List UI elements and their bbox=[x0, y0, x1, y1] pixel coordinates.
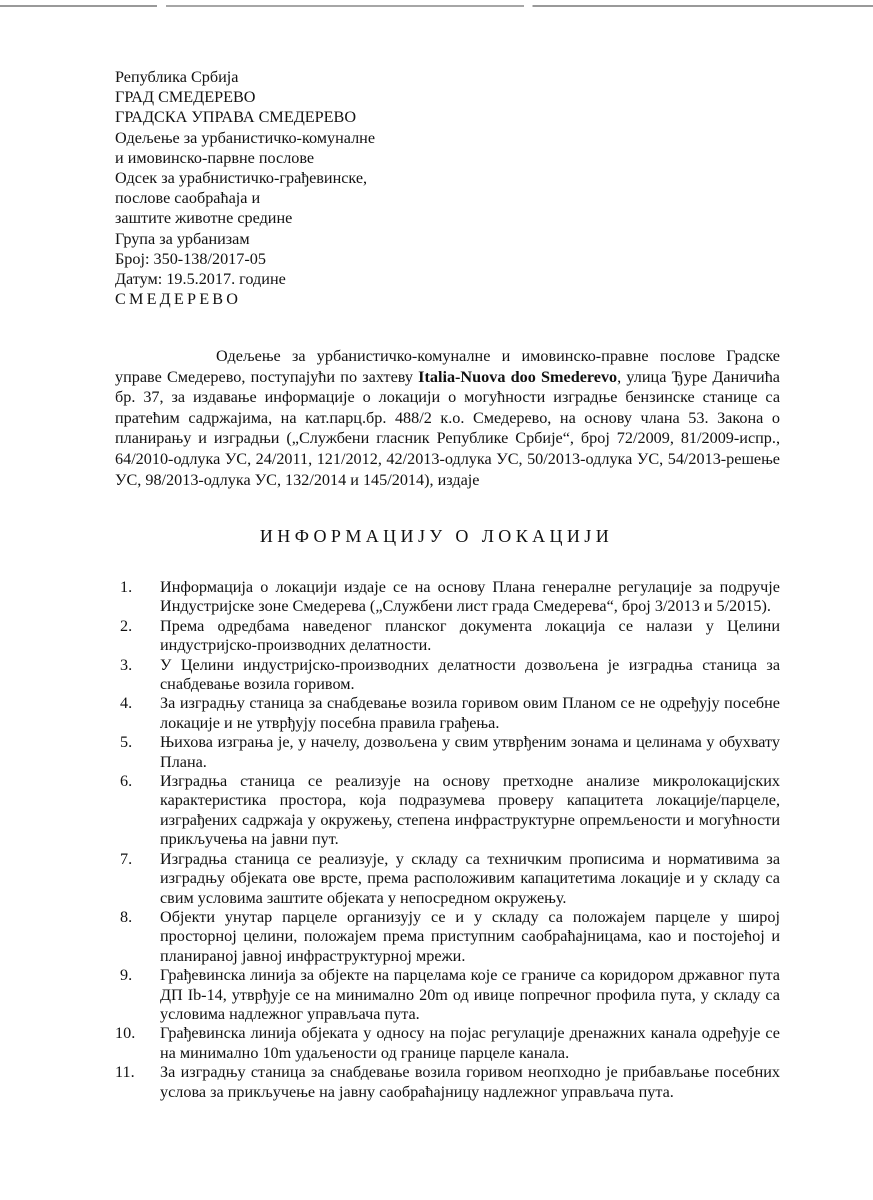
list-item-number: 2. bbox=[120, 616, 133, 635]
list-item-text: За изградњу станица за снабдевање возила горивом овим Планом се не одређују посебне локације и не утврђују посебна правила грађења. bbox=[160, 694, 780, 732]
list-item-text: Грађевинска линија објеката у односу на појас регулације дренажних канала одређује се на минимално 10m удаљености од границе парцеле канала. bbox=[160, 1024, 780, 1062]
header-section-cont2: заштите животне средине bbox=[115, 209, 293, 228]
list-item-number: 8. bbox=[120, 907, 133, 926]
intro-text-end: , улица Ђуре Даничића бр. 37, за издавање информације о локацији о могућности изградње бензинске станице са пратећим садржајима, на кат.парц.бр. 488/2 к.о. Смедерево, на основу члана 53. Закона о планирању и изградњи („Службени гласник Републике Србије“, број 72/2009, 81/2009-испр., 64/2010-одлука УС, 24/2011, 121/2012, 42/2013-одлука УС, 50/2013-одлука УС, 54/2013-решење УС, 98/2013-одлука УС, 132/2014 и 145/2014), издаје bbox=[115, 367, 780, 489]
header-section: Одсек за урабнистичко-грађевинске, bbox=[115, 169, 368, 188]
list-item-text: Изградња станица се реализује, у складу са техничким прописима и нормативима за изградњу објеката ове врсте, према расположивим капацитетима локације и у складу са свим условима заштите објеката у непосредном окружењу. bbox=[160, 849, 780, 907]
header-reference-number: Број: 350-138/2017-05 bbox=[115, 249, 266, 268]
header-department-cont: и имовинско-парвне послове bbox=[115, 148, 315, 167]
list-item-text: Изградња станица се реализује на основу претходне анализе микролокацијских карактеристика простора, која подразумева проверу капацитета локације/парцеле, изграђених садржаја у окружењу, степена инфраструктурне опремљености и могућности прикључења на јавни пут. bbox=[160, 772, 780, 849]
list-item-number: 9. bbox=[120, 966, 133, 985]
list-item bbox=[115, 617, 780, 656]
list-item bbox=[115, 578, 780, 617]
scan-edge-line bbox=[0, 5, 873, 7]
list-item-number: 6. bbox=[120, 772, 133, 791]
list-item-text: Објекти унутар парцеле организују се и у складу са положајем парцеле у широј просторној целини, положајем према приступним саобраћајницама, као и постојећој и планираној јавној инфраструктурној мрежи. bbox=[160, 907, 780, 965]
list-item-number: 7. bbox=[120, 849, 133, 868]
list-item-text: У Целини индустријско-производних делатности дозвољена је изградња станица за снабдевање возила горивом. bbox=[160, 655, 780, 694]
intro-text-start: Одељење за урбанистичко-комуналне и имовинско-правне послове Градске управе Смедерево, поступајући по захтеву bbox=[115, 347, 780, 386]
list-item-text: Информација о локацији издаје се на основу Плана генералне регулације за подручје Индустријске зоне Смедерева („Службени лист града Смедерева“, број 3/2013 и 5/2015). bbox=[160, 578, 780, 616]
header-section-cont: послове саобраћаја и bbox=[115, 189, 261, 208]
list-item bbox=[115, 733, 780, 772]
list-item bbox=[115, 772, 780, 850]
list-item bbox=[115, 694, 780, 733]
applicant-name: Italia-Nuova doo Smederevo bbox=[418, 367, 618, 386]
header-republic: Република Србија bbox=[115, 68, 239, 86]
list-item bbox=[115, 1063, 780, 1102]
list-item-number: 1. bbox=[120, 578, 133, 596]
list-item-text: Грађевинска линија за објекте на парцелама које се граниче са коридором државног пута ДП Ib-14, утврђује се на минимално 20m од ивице попречног профила пута, у складу са условима надлежног управљача пута. bbox=[160, 966, 780, 1023]
header-city: ГРАД СМЕДЕРЕВО bbox=[115, 88, 256, 107]
list-item bbox=[115, 850, 780, 908]
list-item-number: 10. bbox=[115, 1024, 136, 1043]
list-item-number: 3. bbox=[120, 655, 133, 674]
list-item bbox=[115, 656, 780, 695]
list-item bbox=[115, 1024, 780, 1063]
list-item bbox=[115, 966, 780, 1024]
intro-paragraph bbox=[115, 346, 780, 490]
header-date: Датум: 19.5.2017. године bbox=[115, 270, 286, 289]
header-administration: ГРАДСКА УПРАВА СМЕДЕРЕВО bbox=[115, 108, 357, 127]
list-item bbox=[115, 908, 780, 966]
list-item-number: 5. bbox=[120, 733, 133, 752]
header-department: Одељење за урбанистичко-комуналне bbox=[115, 128, 376, 147]
header-group: Група за урбанизам bbox=[115, 229, 250, 248]
list-item-text: Према одредбама наведеног планског документа локација се налази у Целини индустријско-производних делатности. bbox=[160, 616, 780, 655]
document-header bbox=[115, 67, 375, 309]
list-item-text: Њихова изграња је, у начелу, дозвољена у свим утврђеним зонама и целинама у обухвату Плана. bbox=[160, 733, 780, 771]
list-item-number: 11. bbox=[115, 1063, 135, 1082]
document-title: ИНФОРМАЦИЈУ О ЛОКАЦИЈИ bbox=[259, 526, 614, 546]
list-item-number: 4. bbox=[120, 694, 133, 713]
list-item-text: За изградњу станица за снабдевање возила горивом неопходно је прибављање посебних услова за прикључење на јавну саобраћајницу надлежног управљача пута. bbox=[160, 1063, 780, 1101]
numbered-list bbox=[115, 578, 780, 1102]
header-place: СМЕДЕРЕВО bbox=[115, 290, 242, 309]
